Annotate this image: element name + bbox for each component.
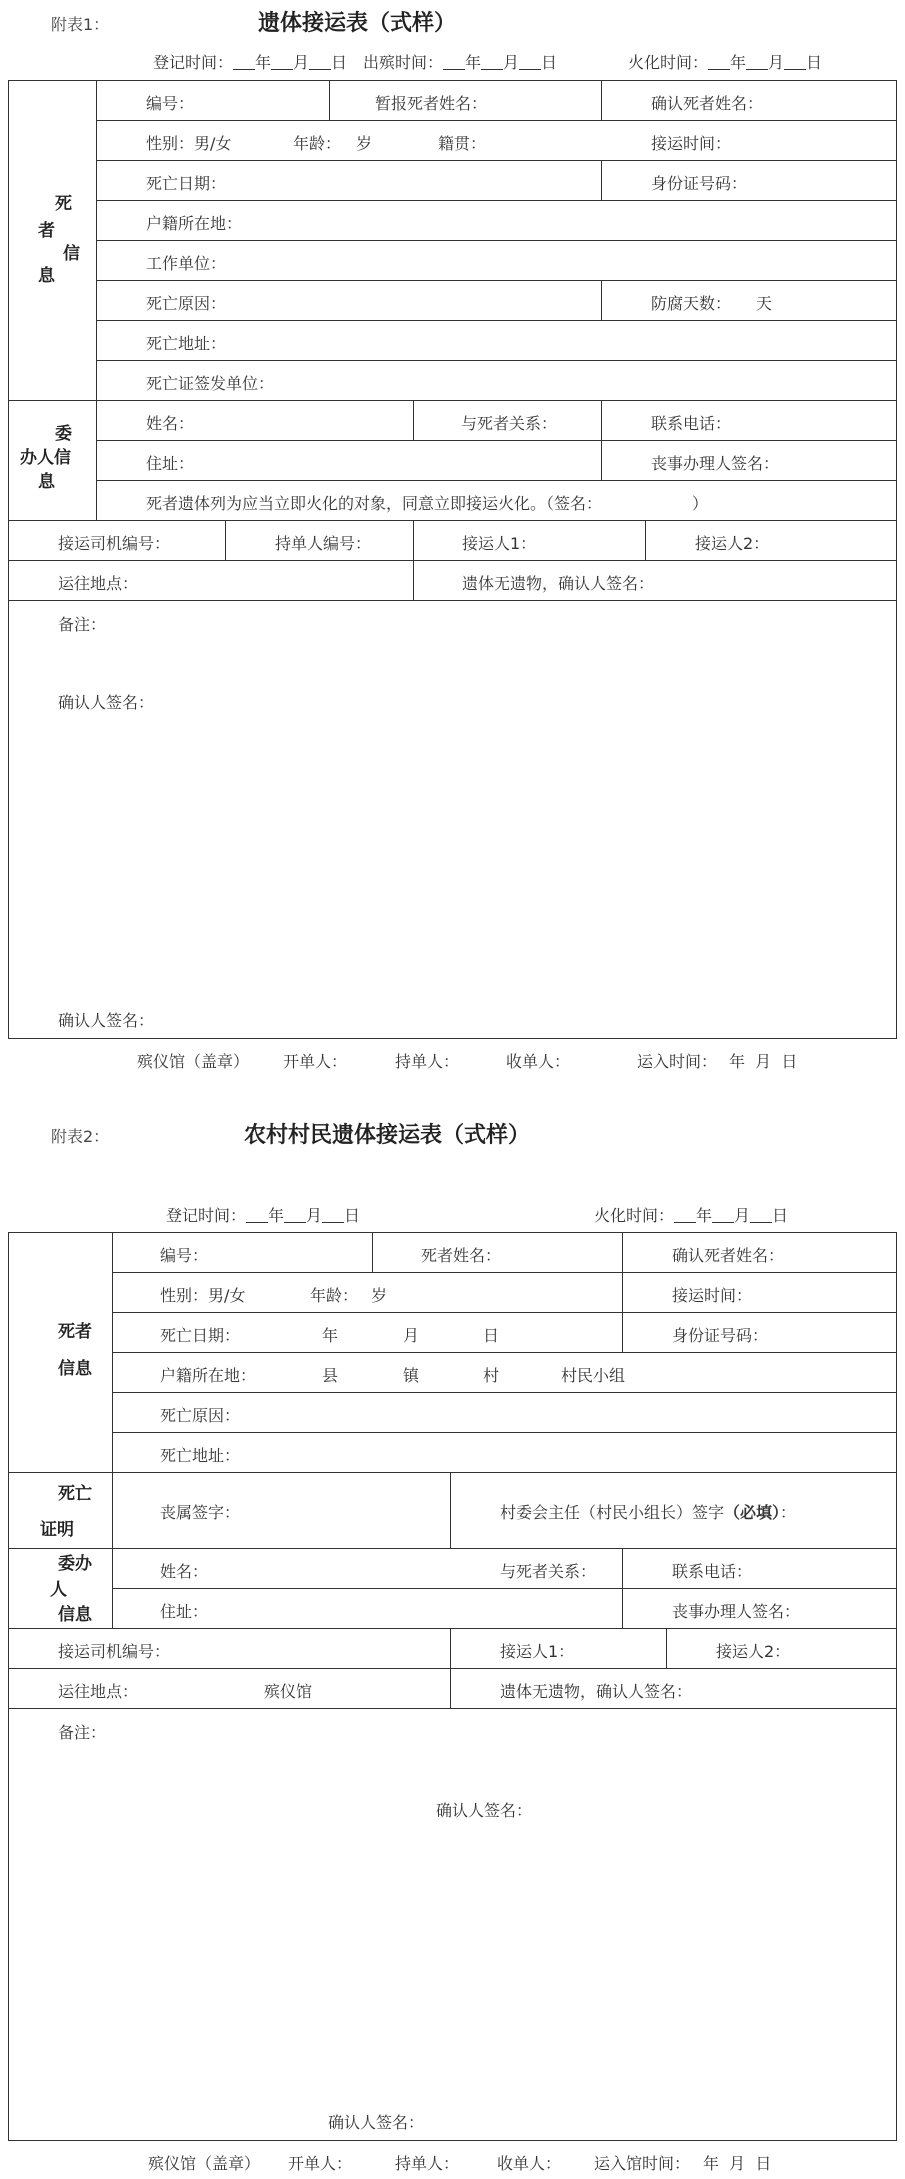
form-2-title: 农村村民遗体接运表（式样） (244, 1122, 531, 1148)
f1-preserve-days: 防腐天数： (651, 294, 732, 313)
f2-age: 年龄： (310, 1286, 359, 1305)
f2-county: 县 (322, 1366, 339, 1385)
f1-confirm-name: 确认死者姓名： (651, 94, 764, 113)
f1-carrier1: 接运人1： (462, 534, 537, 553)
f2-confirm-name: 确认死者姓名： (672, 1246, 785, 1265)
f2-pickup-time: 接运时间： (672, 1286, 753, 1305)
f1-footer-ymd: 年 月 日 (729, 1052, 798, 1071)
f2-village: 村 (483, 1366, 500, 1385)
section-agent-1a: 委 (55, 424, 72, 444)
f1-death-address: 死亡地址： (146, 334, 227, 353)
f1-preserve-unit: 天 (756, 294, 773, 313)
f1-remarks: 备注： (58, 615, 107, 634)
f2-no-belongings: 遗体无遗物，确认人签名： (500, 1682, 693, 1701)
f1-address: 住址： (146, 454, 195, 473)
f2-destination-value: 殡仪馆 (264, 1682, 313, 1701)
f1-household: 户籍所在地： (146, 214, 243, 233)
f1-carrier2: 接运人2： (695, 534, 770, 553)
f1-cert-issuer: 死亡证签发单位： (146, 374, 275, 393)
form-1-title: 遗体接运表（式样） (258, 10, 457, 36)
f1-temp-name: 暂报死者姓名： (375, 94, 488, 113)
f1-death-date: 死亡日期： (146, 174, 227, 193)
f1-agent-name: 姓名： (146, 414, 195, 433)
f2-death-date: 死亡日期： (160, 1326, 241, 1345)
f1-native: 籍贯： (438, 134, 487, 153)
f2-section-agent-c: 信息 (58, 1605, 92, 1625)
f2-carrier1: 接运人1： (500, 1642, 575, 1661)
f2-household: 户籍所在地： (160, 1366, 257, 1385)
f2-footer-funeral-home: 殡仪馆（盖章） (148, 2154, 261, 2173)
f1-gender: 性别：男/女 (146, 134, 232, 153)
f2-footer-ymd: 年 月 日 (703, 2154, 772, 2173)
section-deceased-1d: 息 (38, 266, 55, 286)
f2-section-agent-a: 委办 (58, 1554, 92, 1574)
f1-age-unit: 岁 (356, 134, 373, 153)
f1-relation: 与死者关系： (461, 414, 558, 433)
f1-footer-receiver: 收单人： (506, 1052, 571, 1071)
f1-confirm-sign-1: 确认人签名： (58, 693, 155, 712)
f2-footer-receiver: 收单人： (497, 2154, 562, 2173)
f2-relation: 与死者关系： (500, 1562, 597, 1581)
cremation-date: 火化时间： 年 月 日 (628, 53, 823, 72)
f2-footer-arrival: 运入馆时间： (594, 2154, 691, 2173)
section-agent-1b: 办人信 (20, 448, 71, 468)
f2-register-date: 登记时间： 年 月 日 (166, 1206, 361, 1225)
f2-address: 住址： (160, 1602, 209, 1621)
f2-age-unit: 岁 (371, 1286, 388, 1305)
f2-confirm-sign-2: 确认人签名： (328, 2113, 425, 2132)
f2-cause: 死亡原因： (160, 1406, 241, 1425)
f1-cause: 死亡原因： (146, 294, 227, 313)
f1-no-belongings: 遗体无遗物，确认人签名： (462, 574, 655, 593)
f2-footer-holder: 持单人： (395, 2154, 460, 2173)
f2-gender: 性别：男/女 (160, 1286, 246, 1305)
f2-funeral-agent-sign: 丧事办理人签名： (672, 1602, 801, 1621)
f1-pickup-time: 接运时间： (651, 134, 732, 153)
funeral-date: 出殡时间： 年 月 日 (363, 53, 558, 72)
f2-number: 编号： (160, 1246, 209, 1265)
f1-age: 年龄： (293, 134, 342, 153)
f2-driver-no: 接运司机编号： (58, 1642, 171, 1661)
f1-phone: 联系电话： (651, 414, 732, 433)
section-deceased-1c: 信 (63, 244, 80, 264)
f2-section-deceased-b: 信息 (58, 1359, 92, 1379)
f1-consent-end: ） (692, 494, 709, 513)
f2-confirm-sign-1: 确认人签名： (436, 1801, 533, 1820)
f1-footer-funeral-home: 殡仪馆（盖章） (137, 1052, 250, 1071)
f2-death-year: 年 (322, 1326, 339, 1345)
register-date: 登记时间： 年 月 日 (153, 53, 348, 72)
f2-name: 死者姓名： (421, 1246, 502, 1265)
f2-village-sign: 村委会主任（村民小组长）签字（必填）： (500, 1503, 797, 1522)
f2-section-cert-b: 证明 (40, 1520, 74, 1540)
f1-id-number: 身份证号码： (651, 174, 748, 193)
f2-group: 村民小组 (561, 1366, 626, 1385)
f2-death-day: 日 (483, 1326, 500, 1345)
f2-town: 镇 (403, 1366, 420, 1385)
f2-remarks: 备注： (58, 1723, 107, 1742)
f1-holder-no: 持单人编号： (275, 534, 372, 553)
f1-footer-issuer: 开单人： (283, 1052, 348, 1071)
f1-consent: 死者遗体列为应当立即火化的对象，同意立即接运火化。（签名： (146, 494, 603, 513)
section-deceased-1a: 死 (55, 194, 72, 214)
f1-destination: 运往地点： (58, 574, 139, 593)
f2-agent-name: 姓名： (160, 1562, 209, 1581)
f2-carrier2: 接运人2： (716, 1642, 791, 1661)
f2-footer-issuer: 开单人： (288, 2154, 353, 2173)
f1-driver-no: 接运司机编号： (58, 534, 171, 553)
f1-funeral-agent-sign: 丧事办理人签名： (651, 454, 780, 473)
f2-section-cert-a: 死亡 (58, 1484, 92, 1504)
annex-label-1: 附表1： (51, 15, 110, 34)
f2-phone: 联系电话： (672, 1562, 753, 1581)
f2-section-deceased-a: 死者 (58, 1322, 92, 1342)
f2-section-agent-b: 人 (50, 1580, 67, 1600)
f1-footer-holder: 持单人： (395, 1052, 460, 1071)
f1-workplace: 工作单位： (146, 254, 227, 273)
section-agent-1c: 息 (38, 472, 55, 492)
f2-death-address: 死亡地址： (160, 1446, 241, 1465)
f2-destination: 运往地点： (58, 1682, 139, 1701)
annex-label-2: 附表2： (51, 1127, 110, 1146)
f2-id-number: 身份证号码： (672, 1326, 769, 1345)
section-deceased-1b: 者 (38, 221, 55, 241)
f2-death-month: 月 (403, 1326, 420, 1345)
f1-confirm-sign-2: 确认人签名： (58, 1011, 155, 1030)
f2-family-sign: 丧属签字： (160, 1503, 241, 1522)
f1-number: 编号： (146, 94, 195, 113)
f2-cremation-date: 火化时间： 年 月 日 (594, 1206, 789, 1225)
f1-footer-arrival: 运入时间： (637, 1052, 718, 1071)
